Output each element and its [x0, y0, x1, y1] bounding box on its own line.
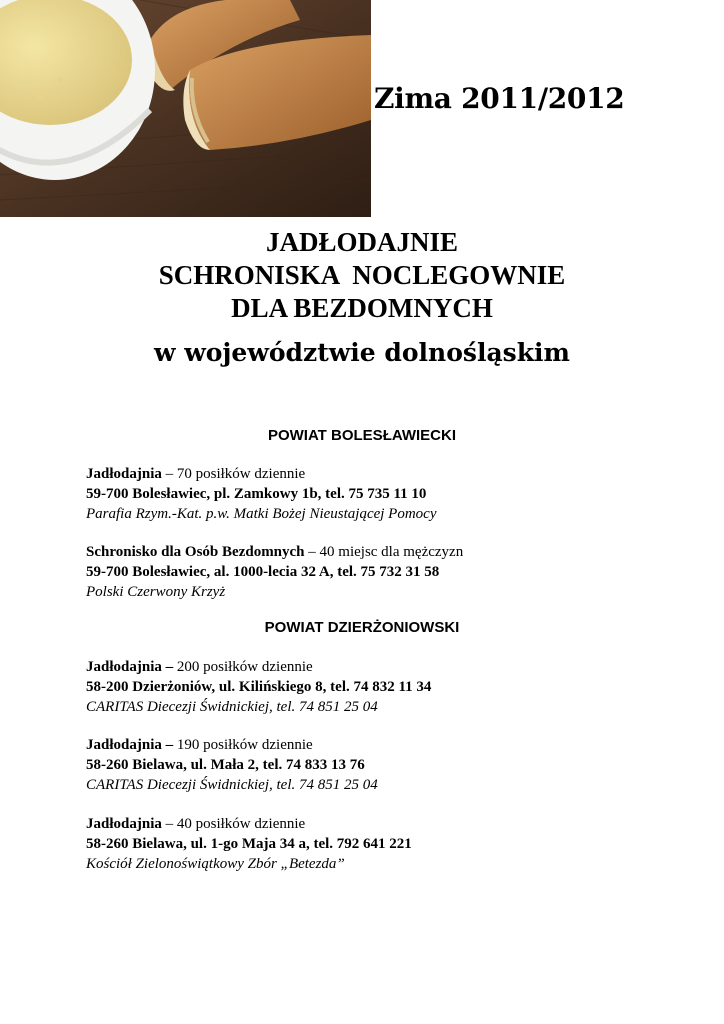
entry-type-line: [86, 657, 431, 677]
entry-capacity: 200 posiłków dziennie: [173, 659, 313, 675]
listing-entry: [86, 814, 412, 874]
page-title: [0, 226, 724, 367]
title-line-1: JADŁODAJNIE: [265, 227, 459, 257]
listing-entry: [86, 542, 463, 602]
title-subtitle: w województwie dolnośląskim: [153, 338, 571, 367]
entry-type: Jadłodajnia: [86, 816, 162, 832]
entry-capacity: 190 posiłków dziennie: [173, 737, 313, 753]
section-heading-dzierzoniowski: POWIAT DZIERŻONIOWSKI: [264, 619, 460, 636]
entry-address: 58-260 Bielawa, ul. Mała 2, tel. 74 833 13 76: [86, 757, 365, 773]
entry-organizer: Parafia Rzym.-Kat. p.w. Matki Bożej Nieustającej Pomocy: [86, 506, 437, 522]
entry-type: Jadłodajnia: [86, 466, 162, 482]
section-heading-boleslawiecki: POWIAT BOLESŁAWIECKI: [267, 427, 457, 444]
listing-entry: [86, 735, 378, 795]
entry-type: Schronisko dla Osób Bezdomnych: [86, 544, 305, 560]
entry-type: Jadłodajnia –: [86, 737, 174, 753]
title-line-3: DLA BEZDOMNYCH: [231, 293, 493, 323]
entry-capacity: – 40 posiłków dziennie: [161, 816, 306, 832]
title-line-2: SCHRONISKA NOCLEGOWNIE: [158, 260, 566, 290]
entry-capacity: – 70 posiłków dziennie: [161, 466, 306, 482]
listing-entry: [86, 464, 437, 524]
entry-address: 58-200 Dzierżoniów, ul. Kilińskiego 8, tel. 74 832 11 34: [86, 679, 432, 695]
listing-entry: [86, 657, 431, 717]
entry-organizer: CARITAS Diecezji Świdnickiej, tel. 74 851 25 04: [86, 777, 378, 793]
entry-type-line: [86, 735, 378, 755]
entry-organizer: Kościół Zielonoświątkowy Zbór „Betezda”: [86, 856, 345, 872]
season-label: Zima 2011/2012: [374, 82, 625, 115]
entry-address: 59-700 Bolesławiec, al. 1000-lecia 32 A, tel. 75 732 31 58: [86, 564, 440, 580]
entry-organizer: Polski Czerwony Krzyż: [86, 584, 226, 600]
entry-type-line: [86, 542, 463, 562]
entry-type-line: [86, 814, 412, 834]
entry-address: 59-700 Bolesławiec, pl. Zamkowy 1b, tel. 75 735 11 10: [86, 486, 427, 502]
header-photo: [0, 0, 371, 217]
entry-organizer: CARITAS Diecezji Świdnickiej, tel. 74 851 25 04: [86, 699, 378, 715]
soup-and-bread-image: [0, 0, 371, 217]
entry-address: 58-260 Bielawa, ul. 1-go Maja 34 a, tel. 792 641 221: [86, 836, 412, 852]
entry-type: Jadłodajnia –: [86, 659, 174, 675]
entry-type-line: [86, 464, 437, 484]
entry-capacity: – 40 miejsc dla mężczyzn: [304, 544, 464, 560]
